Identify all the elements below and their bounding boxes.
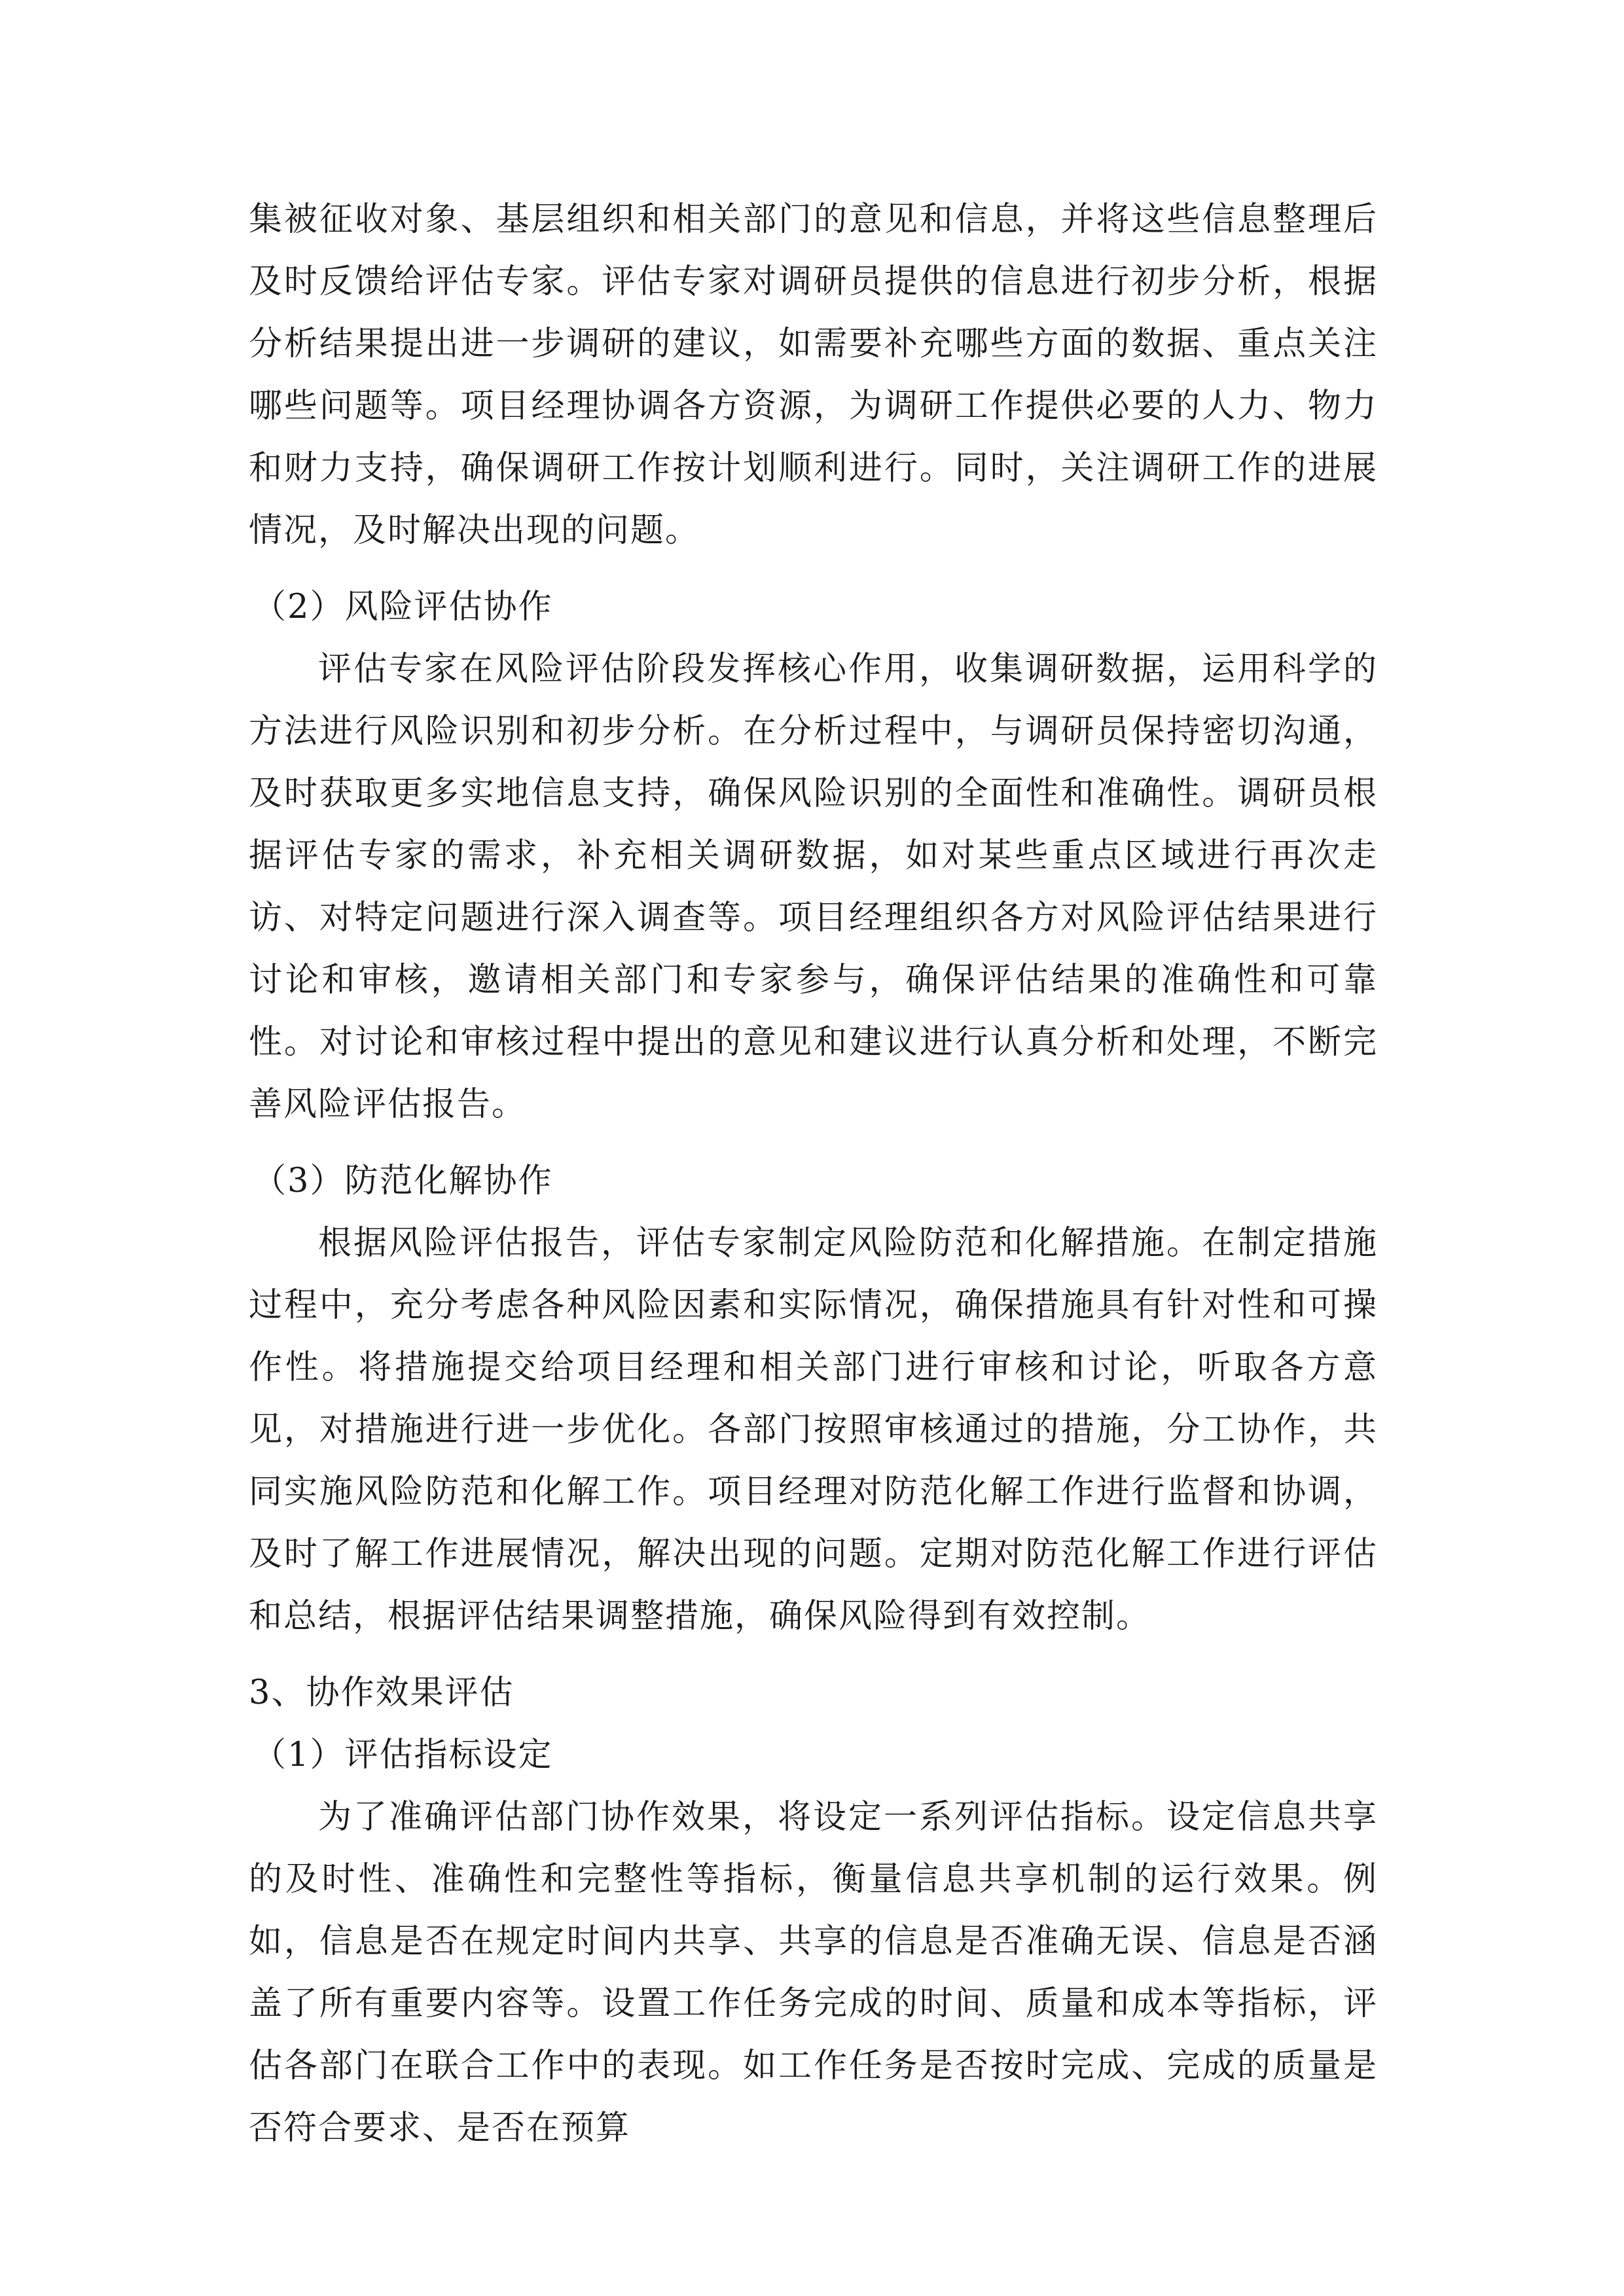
paragraph-research-collaboration: 集被征收对象、基层组织和相关部门的意见和信息，并将这些信息整理后及时反馈给评估专家。评估专家对调研员提供的信息进行初步分析，根据分析结果提出进一步调研的建议，如需要补充哪些方面的数据、重点关注哪些问题等。项目经理协调各方资源，为调研工作提供必要的人力、物力和财力支持，确保调研工作按计划顺利进行。同时，关注调研工作的进展情况，及时解决出现的问题。 xyxy=(249,200,1378,550)
heading-risk-assessment: （2）风险评估协作 xyxy=(253,588,553,626)
heading-prevention: （3）防范化解协作 xyxy=(253,1162,553,1200)
spacer xyxy=(249,562,1378,576)
document-body xyxy=(249,188,1378,2159)
paragraph-indicators: 为了准确评估部门协作效果，将设定一系列评估指标。设定信息共享的及时性、准确性和完整性等指标，衡量信息共享机制的运行效果。例如，信息是否在规定时间内共享、共享的信息是否准确无误、信息是否涵盖了所有重要内容等。设置工作任务完成的时间、质量和成本等指标，评估各部门在联合工作中的表现。如工作任务是否按时完成、完成的质量是否符合要求、是否在预算 xyxy=(249,1798,1378,2147)
paragraph-prevention: 根据风险评估报告，评估专家制定风险防范和化解措施。在制定措施过程中，充分考虑各种风险因素和实际情况，确保措施具有针对性和可操作性。将措施提交给项目经理和相关部门进行审核和讨论，听取各方意见，对措施进行进一步优化。各部门按照审核通过的措施，分工协作，共同实施风险防范和化解工作。项目经理对防范化解工作进行监督和协调，及时了解工作进展情况，解决出现的问题。定期对防范化解工作进行评估和总结，根据评估结果调整措施，确保风险得到有效控制。 xyxy=(249,1224,1378,1636)
heading-indicators: （1）评估指标设定 xyxy=(253,1736,553,1774)
section-heading-effect-evaluation: 3、协作效果评估 xyxy=(249,1674,514,1712)
paragraph-risk-assessment: 评估专家在风险评估阶段发挥核心作用，收集调研数据，运用科学的方法进行风险识别和初步分析。在分析过程中，与调研员保持密切沟通，及时获取更多实地信息支持，确保风险识别的全面性和准确性。调研员根据评估专家的需求，补充相关调研数据，如对某些重点区域进行再次走访、对特定问题进行深入调查等。项目经理组织各方对风险评估结果进行讨论和审核，邀请相关部门和专家参与，确保评估结果的准确性和可靠性。对讨论和审核过程中提出的意见和建议进行认真分析和处理，不断完善风险评估报告。 xyxy=(249,650,1378,1124)
spacer xyxy=(249,1647,1378,1662)
spacer xyxy=(249,1136,1378,1150)
